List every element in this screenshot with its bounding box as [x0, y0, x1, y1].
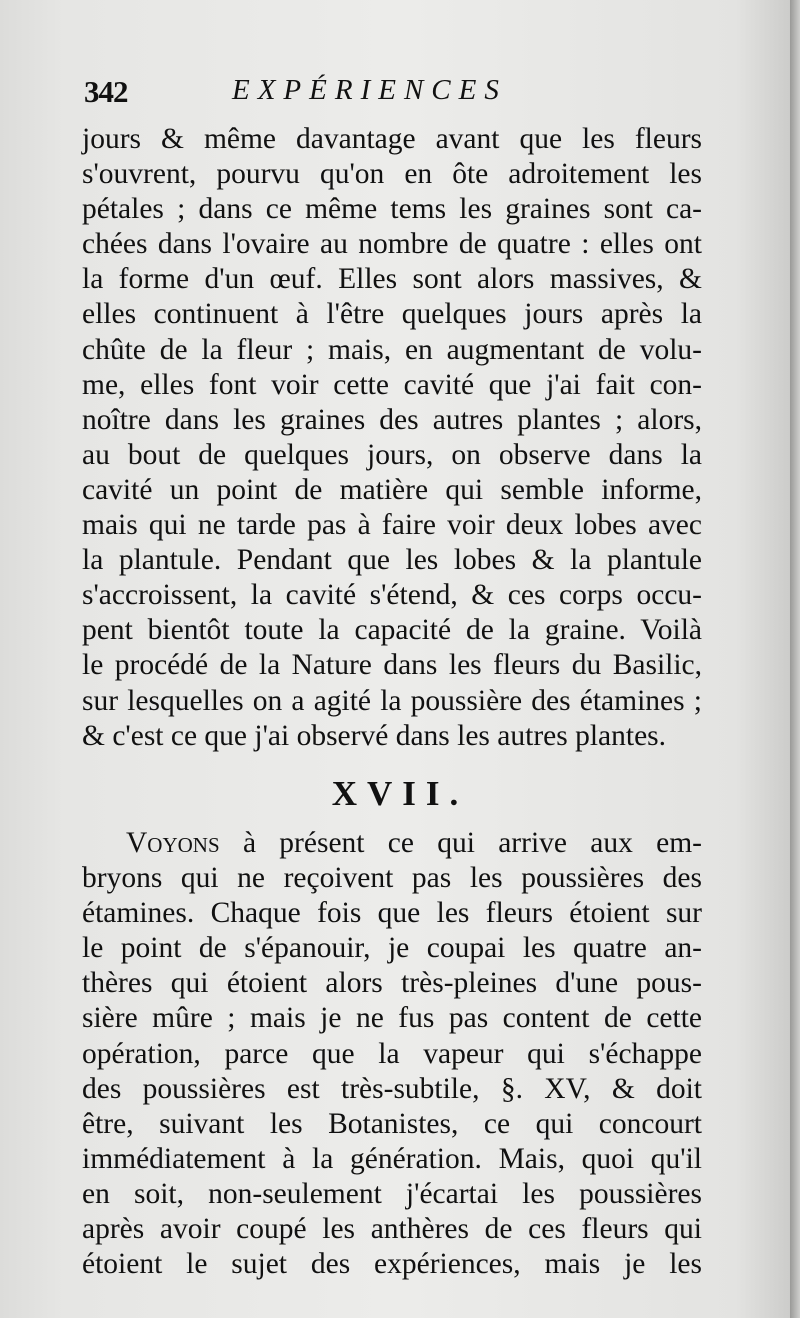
section-heading: XVII. — [331, 774, 469, 813]
text-line: étamines. Chaque fois que les fleurs étoient sur — [82, 897, 702, 930]
text-line: chûte de la fleur ; mais, en augmentant de volu- — [82, 333, 702, 366]
text-line: sur lesquelles on a agité la poussière des étamines ; — [82, 684, 702, 717]
running-head: EXPÉRIENCES — [232, 74, 507, 106]
page-number: 342 — [84, 74, 128, 109]
text-line: étoient le sujet des expériences, mais je les — [82, 1248, 702, 1281]
text-line: cavité un point de matière qui semble informe, — [82, 473, 702, 506]
text-line: mais qui ne tarde pas à faire voir deux lobes avec — [82, 509, 702, 542]
text-line: noître dans les graines des autres plantes ; alors, — [82, 403, 702, 436]
text-line: la forme d'un œuf. Elles sont alors massives, & — [82, 263, 702, 296]
opening-word: Voyons — [126, 827, 220, 859]
text-line: opération, parce que la vapeur qui s'échappe — [82, 1037, 702, 1070]
text-line: au bout de quelques jours, on observe dans la — [82, 438, 702, 471]
text-line: sière mûre ; mais je ne fus pas content de cette — [82, 1002, 702, 1035]
text-line: immédiatement à la génération. Mais, quoi qu'il — [82, 1142, 702, 1175]
text-line: être, suivant les Botanistes, ce qui concourt — [82, 1107, 702, 1140]
text-line: elles continuent à l'être quelques jours après la — [82, 298, 702, 331]
text-line: pétales ; dans ce même tems les graines sont ca- — [82, 193, 702, 226]
text-line: chées dans l'ovaire au nombre de quatre : elles ont — [82, 228, 702, 261]
text-line: bryons qui ne reçoivent pas les poussières des — [82, 862, 702, 895]
paragraph-continued — [82, 122, 702, 754]
text-line: jours & même davantage avant que les fleurs — [82, 123, 702, 155]
text-line: le procédé de la Nature dans les fleurs du Basilic, — [82, 649, 702, 682]
paragraph-section-xvii — [82, 826, 702, 1282]
text-line: s'accroissent, la cavité s'étend, & ces corps occu- — [82, 579, 702, 612]
text-line: & c'est ce que j'ai observé dans les autres plantes. — [82, 719, 667, 752]
text-line: des poussières est très-subtile, §. XV, & doit — [82, 1072, 702, 1105]
text-line-first — [82, 826, 702, 861]
text-line: me, elles font voir cette cavité que j'ai fait con- — [82, 368, 702, 401]
text-line: après avoir coupé les anthères de ces fleurs qui — [82, 1213, 702, 1246]
text-line: le point de s'épanouir, je coupai les quatre an- — [82, 932, 702, 965]
page-header — [84, 74, 724, 118]
page-edge-shadow — [790, 0, 800, 1318]
text-line: thères qui étoient alors très-pleines d'une pous- — [82, 967, 702, 1000]
text-line: pent bientôt toute la capacité de la graine. Voilà — [82, 614, 702, 647]
first-line-text: à présent ce qui arrive aux em- — [242, 827, 702, 859]
text-line: en soit, non-seulement j'écartai les poussières — [82, 1177, 702, 1210]
text-line: s'ouvrent, pourvu qu'on en ôte adroitement les — [82, 158, 702, 191]
text-line: la plantule. Pendant que les lobes & la plantule — [82, 544, 702, 577]
